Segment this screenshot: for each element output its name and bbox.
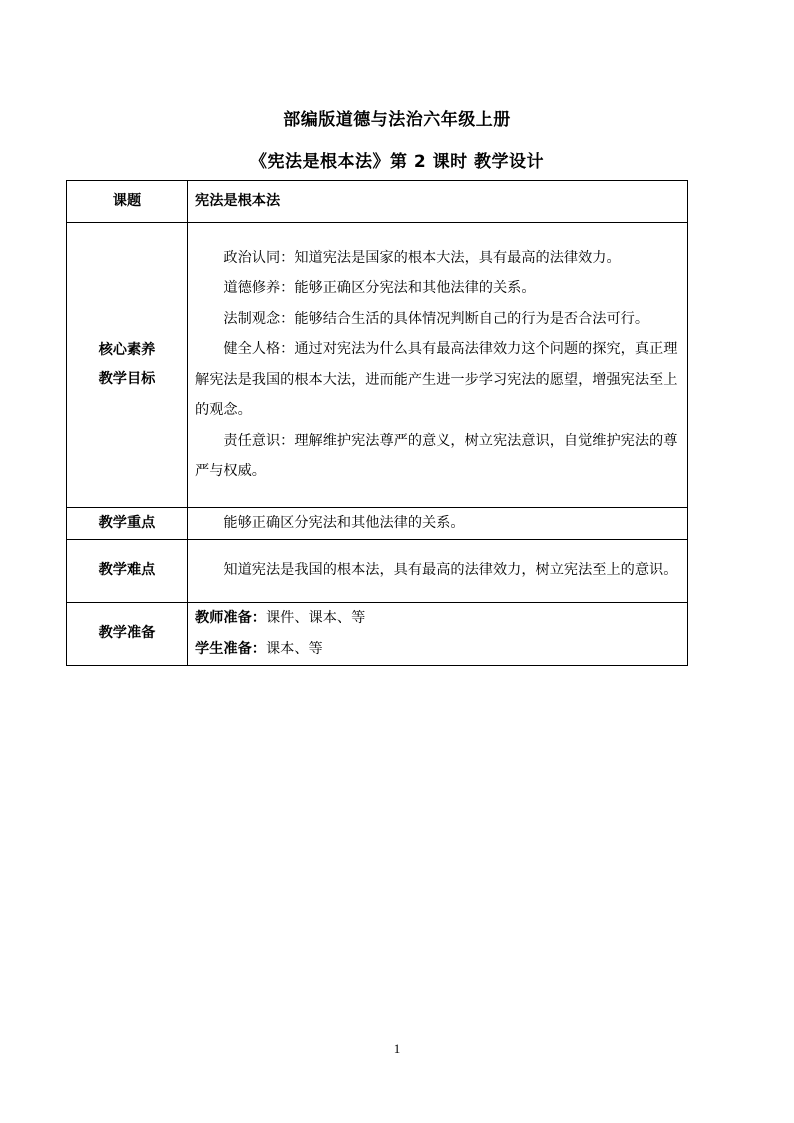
key-points-value: 能够正确区分宪法和其他法律的关系。 (223, 515, 465, 531)
preparation-cell (188, 602, 688, 665)
teacher-preparation (195, 603, 681, 634)
student-preparation-value: 课本、等 (265, 640, 323, 657)
objective-item: 道德修养：能够正确区分宪法和其他法律的关系。 (223, 280, 536, 296)
table-row-difficulties (67, 539, 688, 602)
document-title: 部编版道德与法治六年级上册 (283, 110, 511, 130)
document-subtitle: 《宪法是根本法》第 2 课时 教学设计 (249, 152, 545, 172)
topic-value: 宪法是根本法 (195, 192, 281, 209)
key-points-cell (188, 508, 688, 540)
table-row-preparation (67, 602, 688, 665)
teacher-preparation-label: 教师准备： (195, 610, 266, 626)
difficulties-value: 知道宪法是我国的根本法，具有最高的法律效力，树立宪法至上的意识。 (223, 562, 678, 579)
table-row-objectives (67, 223, 688, 508)
objectives-label-line1: 核心素养 (98, 342, 156, 358)
objective-item: 法制观念：能够结合生活的具体情况判断自己的行为是否合法可行。 (223, 310, 650, 327)
student-preparation (195, 634, 681, 665)
difficulties-cell (188, 539, 688, 602)
student-preparation-label: 学生准备： (195, 640, 266, 657)
key-points-label: 教学重点 (67, 508, 188, 540)
preparation-label: 教学准备 (67, 602, 188, 665)
topic-cell (188, 181, 688, 223)
objectives-label-line2: 教学目标 (98, 371, 156, 387)
difficulties-label: 教学难点 (67, 539, 188, 602)
teacher-preparation-value: 课件、课本、等 (265, 610, 366, 626)
objective-item: 责任意识：理解维护宪法尊严的意义，树立宪法意识，自觉维护宪法的尊严与权威。 (195, 432, 678, 479)
objectives-label (67, 223, 188, 508)
objectives-cell (188, 223, 688, 508)
table-row-topic (67, 181, 688, 223)
lesson-plan-table (66, 180, 688, 666)
objective-item: 政治认同：知道宪法是国家的根本大法，具有最高的法律效力。 (223, 249, 621, 266)
objective-item: 健全人格：通过对宪法为什么具有最高法律效力这个问题的探究，真正理解宪法是我国的根本大法，进而能产生进一步学习宪法的愿望，增强宪法至上的观念。 (195, 341, 678, 418)
table-row-key-points (67, 508, 688, 540)
topic-label: 课题 (67, 181, 188, 223)
page-number: 1 (393, 1041, 401, 1056)
